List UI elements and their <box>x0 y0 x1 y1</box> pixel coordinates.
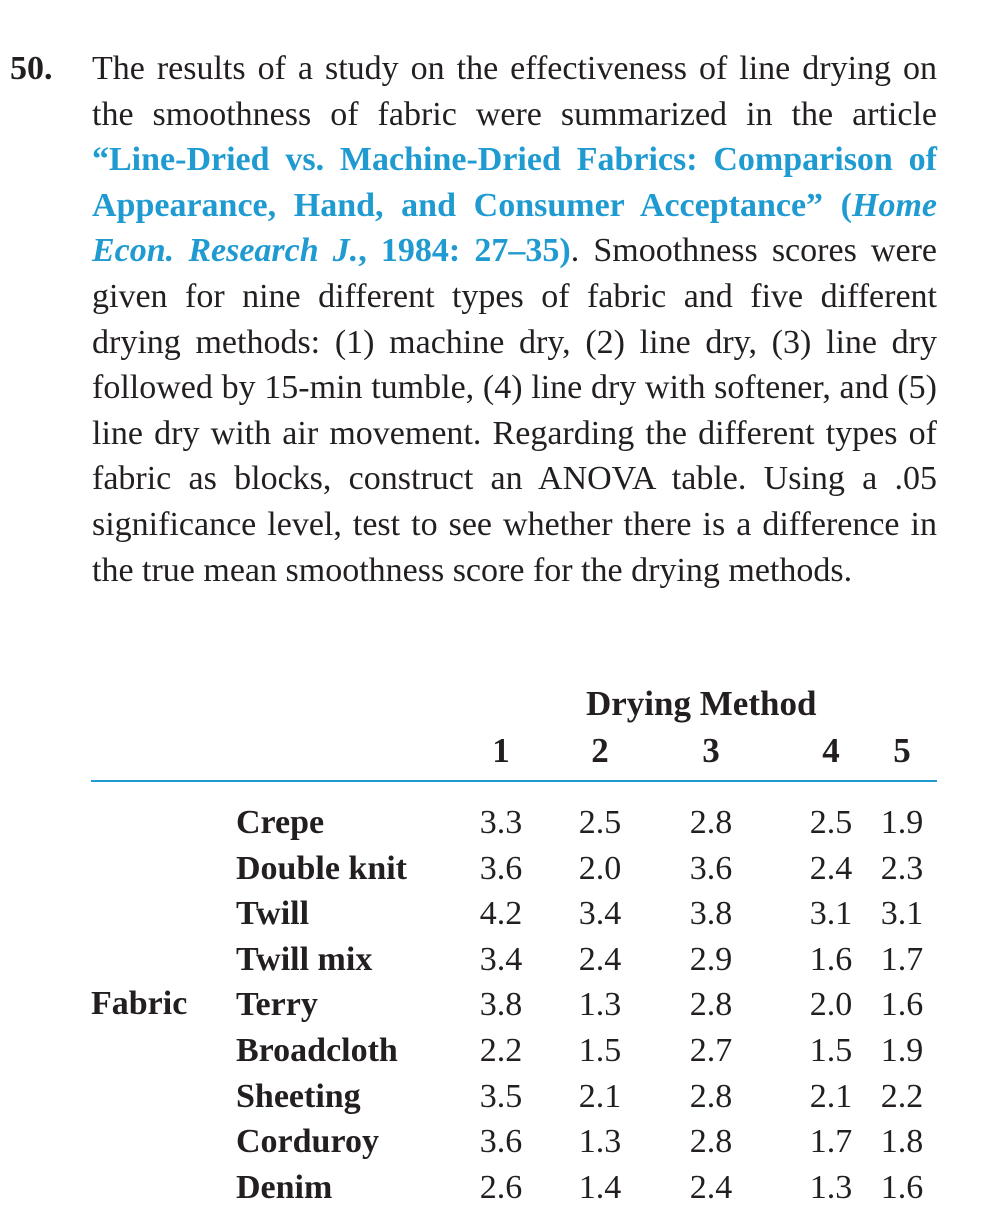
table-cell: 1.7 <box>880 940 924 978</box>
table-cell: 1.7 <box>809 1123 853 1161</box>
table-cell: 3.6 <box>479 849 523 887</box>
table-cell: 3.6 <box>689 849 733 887</box>
table-cell: 2.9 <box>689 940 733 978</box>
table-row <box>0 800 981 846</box>
table-cell: 1.8 <box>880 1123 924 1161</box>
table-row <box>0 1119 981 1165</box>
table-cell: 3.4 <box>479 940 523 978</box>
table-cell: 1.5 <box>578 1032 622 1069</box>
table-cell: 2.0 <box>809 986 853 1024</box>
table-cell: 2.8 <box>689 1077 733 1115</box>
table-cell: 2.8 <box>689 804 733 841</box>
table-cell: 2.4 <box>578 940 622 978</box>
citation-title: “Line-Dried vs. Machine-Dried Fabrics: Comparison of Appearance, Hand, and Consumer Acceptance” <box>92 141 937 224</box>
column-header-2: 2 <box>591 731 609 770</box>
citation-journal: Home Econ. Research J. <box>92 186 937 270</box>
problem-statement <box>92 46 937 593</box>
table-cell: 1.5 <box>809 1032 853 1069</box>
table-cell: 3.1 <box>880 895 924 933</box>
table-cell: 2.8 <box>689 986 733 1024</box>
table-cell: 2.5 <box>578 804 622 841</box>
citation-details: , 1984: 27–35) <box>358 232 571 270</box>
table-cell: 2.3 <box>880 849 924 887</box>
table-cell: 2.1 <box>809 1077 853 1115</box>
row-label: Crepe <box>236 804 325 841</box>
table-cell: 2.7 <box>689 1032 733 1069</box>
table-cell: 1.6 <box>880 1168 924 1206</box>
row-label: Sheeting <box>236 1077 361 1115</box>
table-cell: 3.6 <box>479 1123 523 1161</box>
table-cell: 3.8 <box>479 986 523 1024</box>
table-cell: 4.2 <box>479 895 523 933</box>
column-header-3: 3 <box>702 731 720 770</box>
block-label: Fabric <box>91 985 188 1022</box>
table-cell: 2.5 <box>809 804 853 841</box>
table-cell: 1.6 <box>880 986 924 1024</box>
table-cell: 2.4 <box>809 849 853 887</box>
row-label: Denim <box>236 1168 333 1206</box>
table-row <box>0 891 981 937</box>
row-label: Twill <box>236 895 310 933</box>
table-cell: 1.4 <box>578 1168 622 1206</box>
table-cell: 3.3 <box>479 804 523 841</box>
header-rule <box>91 780 937 782</box>
table-cell: 1.3 <box>809 1168 853 1206</box>
column-header-4: 4 <box>822 731 840 770</box>
table-cell: 1.6 <box>809 940 853 978</box>
problem-body: . Smoothness scores were given for nine different types of fabric and five different drying methods: (1) machine dry, (2) line dry, (3) line dry followed by 15-min tumble, (4) line dry with softener, and (5) line dry with air movement. Regarding the different types of fabric as blocks, construct an ANOVA table. Using a .05 significance level, test to see whether there is a difference in the true mean smoothness score for the drying methods. <box>92 232 937 589</box>
column-header-5: 5 <box>893 731 911 770</box>
table-row <box>0 937 981 983</box>
row-label: Corduroy <box>236 1123 379 1161</box>
table-cell: 2.2 <box>880 1077 924 1115</box>
table-cell: 3.5 <box>479 1077 523 1115</box>
row-label: Twill mix <box>236 940 373 978</box>
row-label: Broadcloth <box>236 1032 398 1069</box>
row-label: Terry <box>236 986 318 1024</box>
table-cell: 3.4 <box>578 895 622 933</box>
column-header-1: 1 <box>492 731 510 770</box>
table-cell: 1.3 <box>578 1123 622 1161</box>
table-cell: 2.6 <box>479 1168 523 1206</box>
table-title: Drying Method <box>586 684 817 723</box>
table-cell: 3.8 <box>689 895 733 933</box>
table-cell: 2.0 <box>578 849 622 887</box>
problem-number: 50. <box>10 50 53 87</box>
table-row <box>0 1028 981 1074</box>
table-cell: 2.4 <box>689 1168 733 1206</box>
table-cell: 1.9 <box>880 1032 924 1069</box>
problem-intro: The results of a study on the effectiveness of line drying on the smoothness of fabric were summarized in the article <box>92 50 937 133</box>
table-cell: 2.8 <box>689 1123 733 1161</box>
table-row <box>0 846 981 892</box>
table-row <box>0 1165 981 1211</box>
row-label: Double knit <box>236 849 407 887</box>
citation-open: ( <box>823 186 853 224</box>
table-cell: 1.3 <box>578 986 622 1024</box>
table-cell: 2.1 <box>578 1077 622 1115</box>
table-cell: 2.2 <box>479 1032 523 1069</box>
table-cell: 3.1 <box>809 895 853 933</box>
table-row <box>0 982 981 1028</box>
table-row <box>0 1074 981 1120</box>
data-table <box>0 680 981 1210</box>
table-cell: 1.9 <box>880 804 924 841</box>
